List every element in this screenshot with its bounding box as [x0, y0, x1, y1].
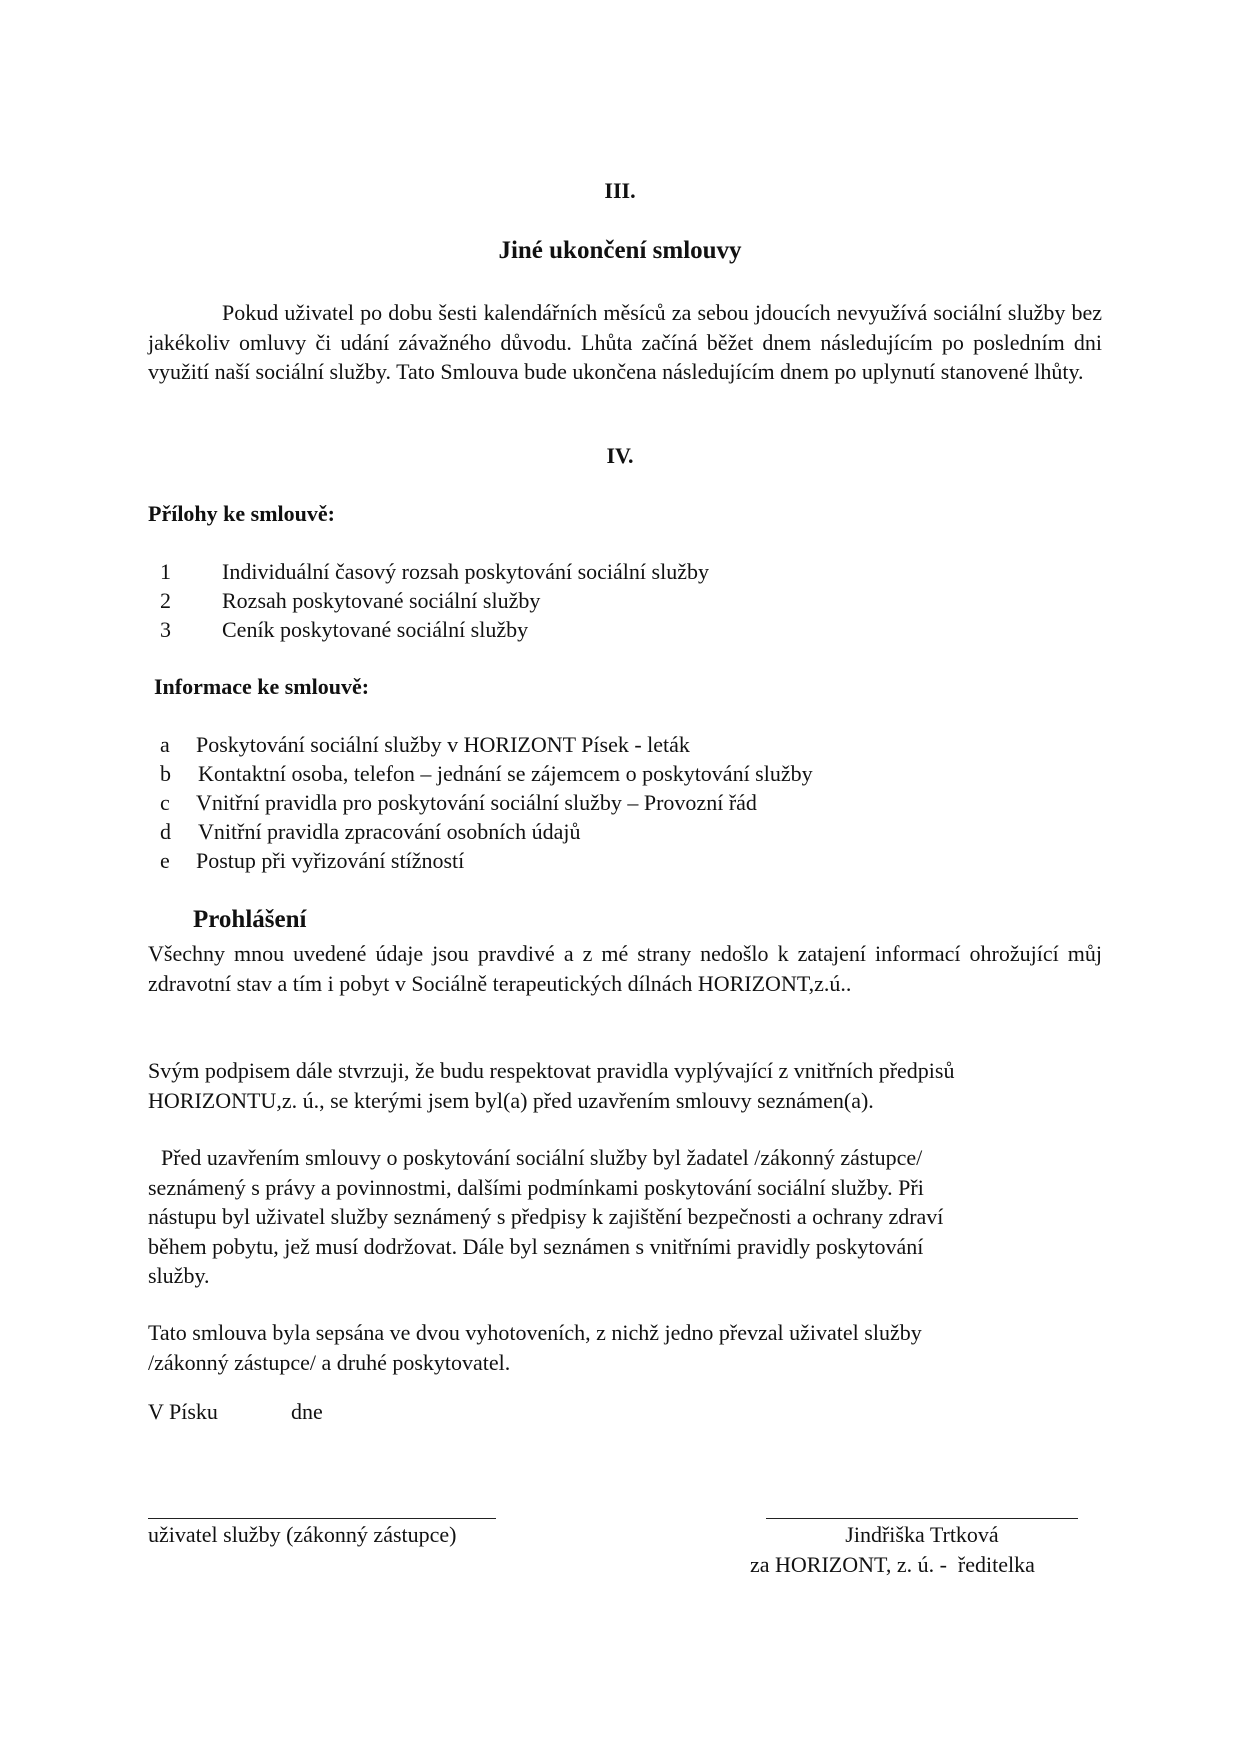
list-item	[160, 846, 1060, 875]
declaration-title: Prohlášení	[193, 906, 307, 933]
text-line: seznámený s právy a povinnostmi, dalšími podmínkami poskytování sociální služby. Při	[148, 1174, 924, 1200]
list-item-text: Individuální časový rozsah poskytování sociální služby	[222, 559, 709, 584]
attachments-list	[160, 557, 1060, 644]
declaration-paragraph-3	[148, 1143, 1108, 1291]
section-3-title: Jiné ukončení smlouvy	[498, 237, 742, 264]
declaration-text-1: Všechny mnou uvedené údaje jsou pravdivé a z mé strany nedošlo k zatajení informací ohrožující můj zdravotní stav a tím i pobyt v Sociálně terapeutických dílnách HORIZONT,z.ú..	[148, 941, 1102, 996]
section-4-number: IV.	[606, 443, 634, 468]
text-line: služby.	[148, 1263, 210, 1288]
director-name: Jindřiška Trtková	[845, 1522, 999, 1547]
list-item-text: Ceník poskytované sociální služby	[222, 617, 529, 642]
text-line: během pobytu, jež musí dodržovat. Dále byl seznámen s vnitřními pravidly poskytování	[148, 1233, 924, 1259]
date-label: dne	[291, 1399, 323, 1424]
list-item	[160, 759, 1060, 788]
user-signature-label: uživatel služby (zákonný zástupce)	[148, 1522, 457, 1547]
text-line: Tato smlouva byla sepsána ve dvou vyhotoveních, z nichž jedno převzal uživatel služby	[148, 1320, 922, 1345]
info-label: Informace ke smlouvě:	[154, 674, 370, 699]
list-marker: 2	[160, 588, 171, 613]
list-item	[160, 817, 1060, 846]
declaration-paragraph-1	[148, 939, 1102, 998]
text-line: nástupu byl uživatel služby seznámený s předpisy k zajištění bezpečnosti a ochrany zdraví	[148, 1204, 944, 1229]
attachments-label: Přílohy ke smlouvě:	[148, 501, 335, 526]
text-line: HORIZONTU,z. ú., se kterými jsem byl(a) před uzavřením smlouvy seznámen(a).	[148, 1087, 874, 1113]
text-line: Před uzavřením smlouvy o poskytování sociální služby byl žadatel /zákonný zástupce/	[161, 1145, 923, 1170]
list-item-text: Postup při vyřizování stížností	[196, 848, 465, 873]
info-list	[160, 730, 1060, 875]
list-item	[160, 586, 1060, 615]
list-marker: b	[160, 761, 171, 786]
list-item-text: Vnitřní pravidla zpracování osobních údajů	[198, 819, 581, 844]
list-marker: d	[160, 819, 171, 844]
list-item	[160, 557, 1060, 586]
list-marker: 1	[160, 559, 171, 584]
list-marker: c	[160, 790, 170, 815]
list-item-text: Rozsah poskytované sociální služby	[222, 588, 541, 613]
list-item-text: Poskytování sociální služby v HORIZONT Písek - leták	[196, 732, 690, 757]
list-marker: e	[160, 848, 170, 873]
text-line: Svým podpisem dále stvrzuji, že budu respektovat pravidla vyplývající z vnitřních předpisů	[148, 1058, 955, 1083]
place-label: V Písku	[148, 1399, 218, 1424]
declaration-paragraph-2	[148, 1056, 1108, 1115]
list-marker: 3	[160, 617, 171, 642]
director-signature-line	[766, 1518, 1078, 1519]
user-signature-line	[148, 1518, 496, 1519]
list-item-text: Kontaktní osoba, telefon – jednání se zájemcem o poskytování služby	[198, 761, 813, 786]
list-item	[160, 730, 1060, 759]
section-3-paragraph	[148, 298, 1102, 387]
list-item-text: Vnitřní pravidla pro poskytování sociální služby – Provozní řád	[196, 790, 757, 815]
text-line: /zákonný zástupce/ a druhé poskytovatel.	[148, 1349, 511, 1375]
section-3-number: III.	[604, 178, 636, 203]
list-marker: a	[160, 732, 170, 757]
section-3-text: Pokud uživatel po dobu šesti kalendářních měsíců za sebou jdoucích nevyužívá sociální služby bez jakékoliv omluvy či udání závažného důvodu. Lhůta začíná běžet dnem následujícím po posledním dni využití naší sociální služby. Tato Smlouva bude ukončena následujícím dnem po uplynutí stanovené lhůty.	[148, 300, 1102, 384]
director-role: za HORIZONT, z. ú. - ředitelka	[750, 1552, 1035, 1577]
list-item	[160, 788, 1060, 817]
declaration-paragraph-4	[148, 1318, 1108, 1377]
list-item	[160, 615, 1060, 644]
